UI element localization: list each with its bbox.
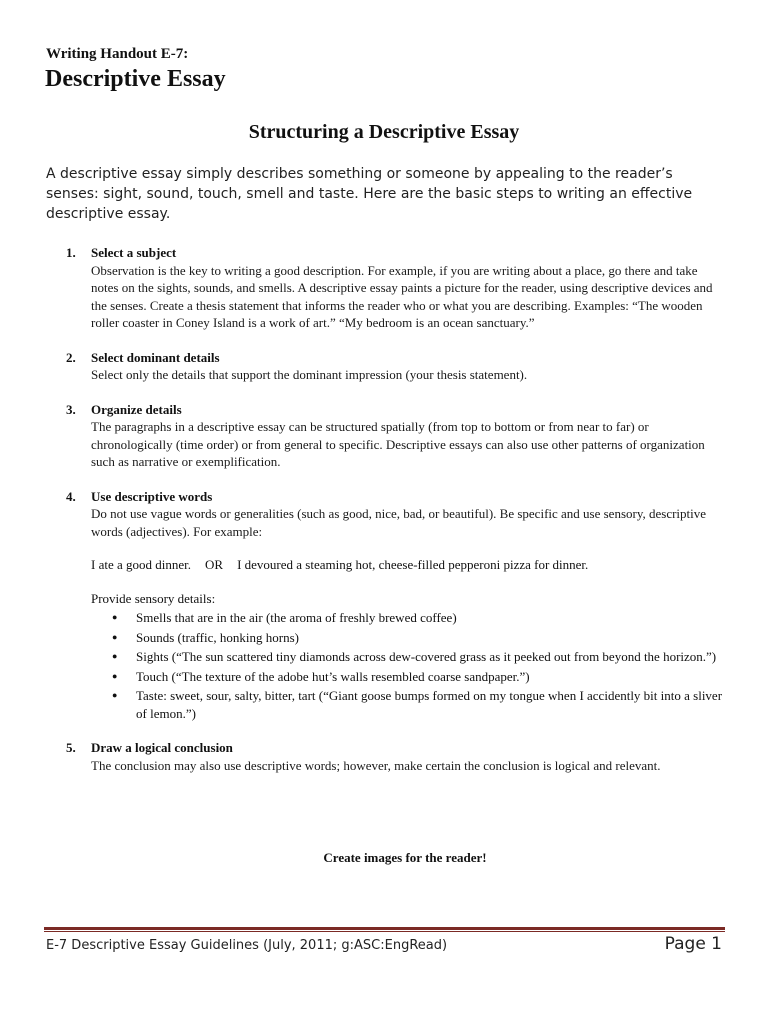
list-item: ● Sounds (traffic, honking horns) <box>91 629 726 647</box>
list-item: ● Touch (“The texture of the adobe hut’s walls resembled coarse sandpaper.”) <box>91 668 726 686</box>
example-or: OR <box>205 557 224 572</box>
steps-list <box>46 244 726 791</box>
intro-paragraph: A descriptive essay simply describes something or someone by appealing to the reader’s senses: sight, sound, touch, smell and taste. Here are the basic steps to writing an effective descriptive essay. <box>46 166 693 222</box>
step-body: Select only the details that support the dominant impression (your thesis statement). <box>91 367 528 382</box>
footer-rule-thin <box>44 931 725 932</box>
document-title: Descriptive Essay <box>45 66 226 92</box>
step-title: Use descriptive words <box>91 488 213 504</box>
step-title: Draw a logical conclusion <box>91 740 233 755</box>
step-title: Organize details <box>91 401 182 417</box>
step-body: The conclusion may also use descriptive words; however, make certain the conclusion is logical and relevant. <box>91 757 661 773</box>
step-5 <box>46 739 726 774</box>
list-item: ● Smells that are in the air (the aroma of freshly brewed coffee) <box>91 609 726 627</box>
step-2 <box>46 349 726 384</box>
section-heading: Structuring a Descriptive Essay <box>248 121 520 143</box>
closing-line: Create images for the reader! <box>323 850 487 865</box>
step-number: 4. <box>66 488 76 504</box>
step-title: Select dominant details <box>91 349 220 365</box>
footer-text: E-7 Descriptive Essay Guidelines (July, 2011; g:ASC:EngRead) <box>46 938 448 953</box>
handout-label: Writing Handout E-7: <box>46 46 189 62</box>
footer-rule <box>44 927 725 930</box>
example-rich: I devoured a steaming hot, cheese-filled pepperoni pizza for dinner. <box>237 557 589 572</box>
example-plain: I ate a good dinner. <box>91 557 191 572</box>
sensory-intro: Provide sensory details: <box>91 590 216 606</box>
step-number: 2. <box>66 349 76 365</box>
step-body: The paragraphs in a descriptive essay can be structured spatially (from top to bottom or from near to far) or chronologically (time order) or from general to specific. Descriptive essays can also use other patterns of organization such as narrative or exemplification. <box>91 419 705 469</box>
step-body: Observation is the key to writing a good description. For example, if you are writing about a place, go there and take notes on the sights, sounds, and smells. A descriptive essay paints a picture for the reader, using descriptive devices and the senses. Create a thesis statement that informs the reader who or what you are describing. Examples: “The wooden roller coaster in Coney Island is a work of art.” “My bedroom is an ocean sanctuary.” <box>91 262 713 330</box>
step-number: 3. <box>66 401 76 417</box>
list-item: ● Sights (“The sun scattered tiny diamonds across dew-covered grass as it peeked out from beyond the horizon.”) <box>91 648 726 666</box>
step-number: 1. <box>66 245 76 260</box>
step-4 <box>46 488 726 723</box>
page-number: Page 1 <box>664 934 722 954</box>
list-item: ● Taste: sweet, sour, salty, bitter, tart (“Giant goose bumps formed on my tongue when I accidently bit into a sliver of lemon.”) <box>91 687 726 722</box>
step-number: 5. <box>66 740 76 755</box>
example-line <box>91 556 726 574</box>
step-body: Do not use vague words or generalities (such as good, nice, bad, or beautiful). Be specific and use sensory, descriptive words (adjectives). For example: <box>91 506 707 539</box>
step-1 <box>46 244 726 332</box>
sensory-bullet-list <box>91 609 726 722</box>
step-3 <box>46 401 726 471</box>
step-title: Select a subject <box>91 245 177 260</box>
